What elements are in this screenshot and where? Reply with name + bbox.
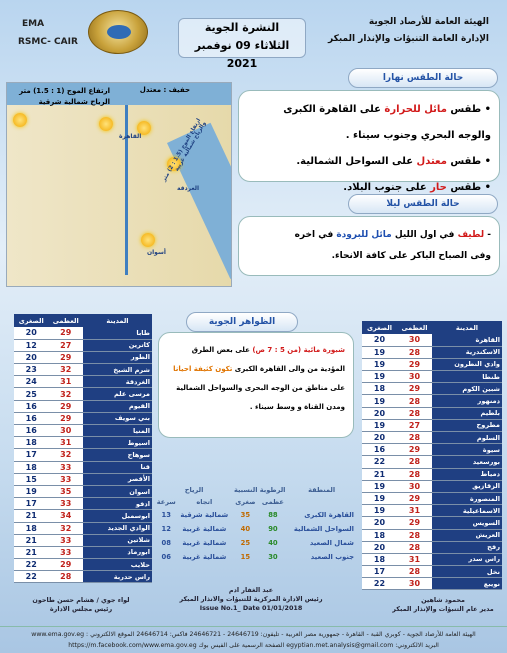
city-temp-table-right <box>362 321 502 590</box>
humidity-min: 25 <box>240 539 251 547</box>
signature-middle <box>176 586 326 613</box>
max-temp: 29 <box>397 492 432 504</box>
city-name: دمياط <box>432 468 502 480</box>
city-name: الوادي الجديد <box>83 522 152 534</box>
rsmc-label: RSMC- CAIR <box>18 37 78 47</box>
max-temp: 31 <box>397 505 432 517</box>
min-temp: 16 <box>362 444 397 456</box>
city-name: نخل <box>432 566 502 578</box>
min-temp: 23 <box>14 364 49 376</box>
table-row <box>362 553 502 565</box>
max-temp: 32 <box>49 449 84 461</box>
city-name: العريش <box>432 529 502 541</box>
max-temp: 28 <box>49 571 84 583</box>
night-section-title: حالة الطقس ليلا <box>348 194 498 214</box>
day-forecast-box <box>238 90 500 193</box>
table-row <box>14 388 152 400</box>
table-subheader-row <box>156 496 356 508</box>
wind-direction: شمالية غربية <box>182 539 227 547</box>
col-region: المنطقة <box>308 486 336 494</box>
fog-warning: شبورة مائية (من 5 : 7 ص) <box>249 346 345 354</box>
max-temp: 31 <box>49 376 84 388</box>
col-max: العظمى <box>397 321 432 334</box>
footer-contact: الهيئة العامة للأرصاد الجوية - كوبري القبة - القاهرة - جمهورية مصر العربية - تليفون: 24646719 - 24646721 فاكس: 24646714 الموقع الالكتروني : www.ema.gov.eg <box>31 631 476 638</box>
region-name: السواحل الشمالية <box>293 525 354 533</box>
day-line-2: • طقس معتدل على السواحل الشمالية. <box>296 156 491 167</box>
city-name: راس سدر <box>432 553 502 565</box>
min-temp: 15 <box>14 473 49 485</box>
cairo-label: القاهرة <box>119 133 142 140</box>
page-footer <box>0 626 507 653</box>
col-max: العظمى <box>49 314 84 327</box>
max-temp: 29 <box>49 412 84 424</box>
table-row <box>156 522 356 536</box>
min-temp: 20 <box>362 407 397 419</box>
max-temp: 30 <box>397 334 432 346</box>
signature-left <box>6 596 156 614</box>
humidity-min: 15 <box>240 553 251 561</box>
humidity-max: 40 <box>268 539 278 547</box>
min-temp: 20 <box>14 327 49 339</box>
col-city: المدينة <box>83 314 152 327</box>
table-header-row <box>14 314 152 327</box>
signer-name: عبد الغفار ادم <box>228 586 274 594</box>
signer-role: مدير عام التنبؤات والإنذار المبكر <box>392 605 494 613</box>
min-temp: 18 <box>14 461 49 473</box>
day-line-1: • طقس مائل للحرارة على القاهرة الكبرى والوجه البحري وجنوب سيناء . <box>283 104 491 141</box>
table-row <box>14 437 152 449</box>
col-min: الصغرى <box>14 314 49 327</box>
wind-direction: شمالية غربية <box>182 525 227 533</box>
min-temp: 16 <box>14 425 49 437</box>
min-temp: 19 <box>362 492 397 504</box>
table-row <box>14 339 152 351</box>
city-name: الغردقة <box>83 376 152 388</box>
humidity-max: 90 <box>268 525 278 533</box>
day-section-title: حالة الطقس نهارا <box>348 68 498 88</box>
min-temp: 22 <box>14 559 49 571</box>
city-name: راس حدربة <box>83 571 152 583</box>
city-name: الأقصر <box>83 473 152 485</box>
table-row <box>14 449 152 461</box>
max-temp: 29 <box>397 444 432 456</box>
min-temp: 17 <box>362 566 397 578</box>
org-line2: الإدارة العامة التنبؤات والإنذار المبكر <box>328 34 489 44</box>
min-temp: 21 <box>14 534 49 546</box>
red-sea-wave-label: ارتفاع الموج (1.5 : 2) متر والرياح شمالية غربية <box>161 117 208 183</box>
table-row <box>14 534 152 546</box>
max-temp: 31 <box>49 437 84 449</box>
city-name: ابوسمبل <box>83 510 152 522</box>
min-temp: 19 <box>362 371 397 383</box>
table-row <box>14 412 152 424</box>
city-name: طابا <box>83 327 152 339</box>
table-row <box>14 425 152 437</box>
city-name: طنطا <box>432 371 502 383</box>
max-temp: 29 <box>49 351 84 363</box>
min-temp: 17 <box>14 449 49 461</box>
table-row <box>362 358 502 370</box>
table-row <box>14 473 152 485</box>
table-row <box>362 456 502 468</box>
aswan-label: أسوان <box>147 249 166 256</box>
wind-direction: شمالية غربية <box>182 553 227 561</box>
city-name: اسيوط <box>83 437 152 449</box>
min-temp: 20 <box>362 432 397 444</box>
max-temp: 30 <box>49 425 84 437</box>
bulletin-title-line1: النشرة الجوية <box>204 21 280 34</box>
med-wave-label <box>10 86 110 108</box>
wind-speed: 13 <box>161 511 171 519</box>
min-temp: 19 <box>362 395 397 407</box>
issue-number: Issue No.1_ Date 01/01/2018 <box>199 604 303 612</box>
min-temp: 24 <box>14 376 49 388</box>
table-row <box>14 364 152 376</box>
min-temp: 21 <box>14 546 49 558</box>
city-name: مرسى علم <box>83 388 152 400</box>
max-temp: 29 <box>397 383 432 395</box>
min-temp: 16 <box>14 400 49 412</box>
col-city: المدينة <box>432 321 502 334</box>
max-temp: 32 <box>49 522 84 534</box>
ema-label: EMA <box>22 19 45 29</box>
sun-icon <box>13 113 27 127</box>
max-temp: 33 <box>49 461 84 473</box>
table-row <box>14 571 152 583</box>
max-temp: 33 <box>49 473 84 485</box>
night-line-1: - لطيف في اول الليل مائل للبرودة في اخره <box>294 230 491 240</box>
col-hum-max: عظمى <box>261 498 284 506</box>
city-name: اسوان <box>83 485 152 497</box>
city-name: حلايب <box>83 559 152 571</box>
table-row <box>362 578 502 590</box>
max-temp: 31 <box>397 553 432 565</box>
table-row <box>14 546 152 558</box>
city-name: المنصورة <box>432 492 502 504</box>
max-temp: 28 <box>397 566 432 578</box>
wind-speed: 08 <box>161 539 171 547</box>
nile-river <box>125 105 128 275</box>
city-name: بني سويف <box>83 412 152 424</box>
min-temp: 21 <box>14 510 49 522</box>
table-row <box>362 432 502 444</box>
city-name: السويس <box>432 517 502 529</box>
max-temp: 28 <box>397 541 432 553</box>
table-row <box>362 566 502 578</box>
org-line1: الهيئة العامة للأرصاد الجوية <box>368 17 489 27</box>
hurghada-label: الغردقة <box>177 185 200 192</box>
min-temp: 22 <box>14 571 49 583</box>
max-temp: 28 <box>397 456 432 468</box>
table-row <box>362 480 502 492</box>
max-temp: 32 <box>49 364 84 376</box>
col-wind-speed: سرعة <box>156 498 176 506</box>
signer-name: لواء جوي / هشام حسن طاحون <box>32 596 130 604</box>
table-row <box>14 559 152 571</box>
wave-height-text: ارتفاع الموج (1 : 1.5) متر <box>19 87 110 95</box>
signer-name: محمود شاهين <box>421 596 465 604</box>
city-name: مطروح <box>432 419 502 431</box>
day-line-3: • طقس حار على جنوب البلاد. <box>343 182 491 193</box>
table-row <box>362 492 502 504</box>
table-row <box>14 400 152 412</box>
min-temp: 22 <box>362 456 397 468</box>
min-temp: 16 <box>14 412 49 424</box>
table-row <box>14 510 152 522</box>
table-row <box>156 550 356 564</box>
max-temp: 28 <box>397 529 432 541</box>
min-temp: 20 <box>362 334 397 346</box>
max-temp: 29 <box>49 327 84 339</box>
ema-label-block <box>18 15 78 51</box>
min-temp: 18 <box>14 437 49 449</box>
wind-speed: 06 <box>161 553 171 561</box>
wind-speed: 12 <box>161 525 171 533</box>
humidity-label: حفيف : معتدل <box>139 86 190 94</box>
city-name: ابورماد <box>83 546 152 558</box>
table-header-row <box>156 484 356 496</box>
col-humidity: الرطوبة النسبية <box>233 486 286 494</box>
max-temp: 34 <box>49 510 84 522</box>
footer-links[interactable]: البريد الالكتروني: egyptian.met.analysis@gmail.com الصفحة الرسمية على الفيس بوك https://m.facebook.com/www.ema.gov.eg <box>68 642 439 649</box>
min-temp: 22 <box>362 578 397 590</box>
night-line-2: وفى الصباح الباكر على كافة الانحاء. <box>331 251 491 261</box>
col-wind: الرياح <box>184 486 204 494</box>
min-temp: 19 <box>362 346 397 358</box>
table-row <box>362 383 502 395</box>
table-row <box>14 498 152 510</box>
min-temp: 17 <box>14 498 49 510</box>
table-header-row <box>362 321 502 334</box>
humidity-max: 88 <box>268 511 278 519</box>
region-name: شمال الصعيد <box>309 539 354 547</box>
min-temp: 20 <box>362 517 397 529</box>
table-row <box>14 461 152 473</box>
signer-role: رئيس مجلس الادارة <box>49 605 113 613</box>
max-temp: 30 <box>397 578 432 590</box>
signer-role: رئيس الادارة المركزية للتنبؤات والانذار المبكر <box>179 595 323 603</box>
col-wind-dir: اتجاه <box>196 498 213 506</box>
max-temp: 28 <box>397 407 432 419</box>
table-row <box>14 485 152 497</box>
city-name: الزقازيق <box>432 480 502 492</box>
max-temp: 33 <box>49 534 84 546</box>
humidity-max: 30 <box>268 553 278 561</box>
city-name: سيوة <box>432 444 502 456</box>
city-name: شبين الكوم <box>432 383 502 395</box>
min-temp: 18 <box>362 529 397 541</box>
city-name: نويبع <box>432 578 502 590</box>
min-temp: 18 <box>362 383 397 395</box>
min-temp: 12 <box>14 339 49 351</box>
table-row <box>362 529 502 541</box>
min-temp: 19 <box>362 505 397 517</box>
max-temp: 28 <box>397 346 432 358</box>
city-name: قنا <box>83 461 152 473</box>
max-temp: 30 <box>397 371 432 383</box>
wind-direction-text: الرياح شمالية شرقية <box>38 98 110 106</box>
city-name: الطور <box>83 351 152 363</box>
min-temp: 25 <box>14 388 49 400</box>
table-row <box>362 444 502 456</box>
city-name: سوهاج <box>83 449 152 461</box>
city-name: القاهرة <box>432 334 502 346</box>
max-temp: 28 <box>397 468 432 480</box>
humidity-min: 35 <box>240 511 251 519</box>
max-temp: 29 <box>49 400 84 412</box>
table-row <box>362 541 502 553</box>
humidity-min: 40 <box>240 525 251 533</box>
organization-name <box>319 14 489 48</box>
max-temp: 28 <box>397 395 432 407</box>
city-temp-table-left <box>14 314 152 583</box>
city-name: الاسكندرية <box>432 346 502 358</box>
night-forecast-box <box>238 216 500 276</box>
bulletin-date: الثلاثاء 09 نوفمبر 2021 <box>194 39 290 70</box>
region-name: جنوب الصعيد <box>310 553 354 561</box>
max-temp: 29 <box>49 559 84 571</box>
egypt-weather-map <box>6 82 232 287</box>
ema-logo-icon <box>88 10 148 54</box>
city-name: شلاتين <box>83 534 152 546</box>
city-name: كاترين <box>83 339 152 351</box>
table-row <box>14 376 152 388</box>
table-row <box>362 505 502 517</box>
table-row <box>362 395 502 407</box>
table-row <box>362 346 502 358</box>
city-name: دمنهور <box>432 395 502 407</box>
min-temp: 19 <box>362 358 397 370</box>
min-temp: 19 <box>14 485 49 497</box>
city-name: الاسماعيلية <box>432 505 502 517</box>
city-name: شرم الشيخ <box>83 364 152 376</box>
col-hum-min: صغرى <box>235 498 256 506</box>
signature-right <box>382 596 504 614</box>
max-temp: 27 <box>397 419 432 431</box>
city-name: بلطيم <box>432 407 502 419</box>
city-name: السلوم <box>432 432 502 444</box>
sun-icon <box>141 233 155 247</box>
table-row <box>362 419 502 431</box>
city-name: بورسعيد <box>432 456 502 468</box>
table-row <box>156 508 356 522</box>
max-temp: 29 <box>397 517 432 529</box>
sun-icon <box>99 117 113 131</box>
max-temp: 32 <box>49 388 84 400</box>
max-temp: 28 <box>397 432 432 444</box>
min-temp: 20 <box>362 541 397 553</box>
wind-direction: شمالية شرقية <box>180 511 229 519</box>
table-row <box>14 351 152 363</box>
table-row <box>362 334 502 346</box>
max-temp: 33 <box>49 498 84 510</box>
bulletin-title <box>178 18 306 70</box>
table-row <box>362 468 502 480</box>
table-row <box>14 327 152 339</box>
city-name: المنيا <box>83 425 152 437</box>
min-temp: 20 <box>14 351 49 363</box>
table-row <box>156 536 356 550</box>
col-min: الصغرى <box>362 321 397 334</box>
city-name: ادفو <box>83 498 152 510</box>
phenomena-section-title: الظواهر الجوية <box>186 312 298 332</box>
min-temp: 21 <box>362 468 397 480</box>
max-temp: 35 <box>49 485 84 497</box>
min-temp: 18 <box>14 522 49 534</box>
city-name: وادي النطرون <box>432 358 502 370</box>
city-name: رفح <box>432 541 502 553</box>
max-temp: 33 <box>49 546 84 558</box>
table-row <box>362 517 502 529</box>
table-row <box>14 522 152 534</box>
max-temp: 27 <box>49 339 84 351</box>
table-row <box>362 371 502 383</box>
region-name: القاهرة الكبرى <box>304 511 354 519</box>
min-temp: 18 <box>362 553 397 565</box>
max-temp: 29 <box>397 358 432 370</box>
city-name: الفيوم <box>83 400 152 412</box>
table-row <box>362 407 502 419</box>
min-temp: 19 <box>362 419 397 431</box>
min-temp: 19 <box>362 480 397 492</box>
max-temp: 30 <box>397 480 432 492</box>
phenomena-box: شبورة مائية (من 5 : 7 ص) على بعض الطرق المؤدية من والى القاهرة الكبرى تكون كثيفة احيانا على مناطق من الوجه البحرى والسواحل الشمالية ومدن القناة و وسط سيناء . <box>158 332 354 438</box>
humidity-wind-table <box>156 484 356 564</box>
